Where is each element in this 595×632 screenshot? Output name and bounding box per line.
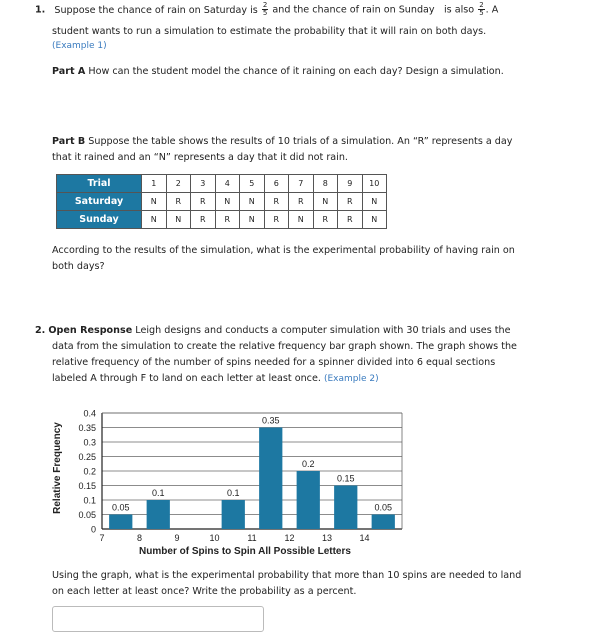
simulation-table [56,174,387,229]
q1-number: 1. [35,4,46,16]
saturday-cell: R [338,193,363,211]
q2-question-1: Using the graph, what is the experimental probability that more than 10 spins are needed to land [52,570,522,581]
q2-line2: data from the simulation to create the relative frequency bar graph shown. The graph shows the [52,341,517,352]
bar-value-label: 0.05 [374,502,393,513]
q2-example-link[interactable]: (Example 2) [323,374,379,384]
saturday-cell: N [313,193,338,211]
saturday-cell: N [240,193,265,211]
part-b-line1 [52,134,512,150]
q2-text-1: Leigh designs and conducts a computer simulation with 30 trials and uses the [135,325,511,336]
bar-value-label: 0.1 [226,488,240,498]
bar-value-label: 0.15 [336,473,355,484]
saturday-cell: N [362,193,387,211]
q2-text-4: labeled A through F to land on each letter at least once. [52,373,321,384]
bar-value-label: 0.05 [111,502,130,513]
sunday-cell: R [191,211,216,229]
x-tick-label: 14 [359,533,370,543]
x-axis-label: Number of Spins to Spin All Possible Letters [139,546,351,557]
trial-cell: 6 [264,175,289,193]
bar [259,428,282,530]
header-sunday: Sunday [57,211,142,229]
q1-fraction-2: $\frac{2}{5}$ [479,1,484,17]
x-tick-label: 9 [174,533,180,543]
relative-frequency-chart [44,405,404,565]
y-tick-label: 0 [90,524,96,535]
trial-cell: 9 [338,175,363,193]
q1-fraction-1: $\frac{2}{5}$ [262,1,268,17]
x-tick-label: 7 [99,533,105,543]
bar-value-label: 0.2 [301,459,315,469]
trial-cell: 10 [362,175,387,193]
bar [109,515,132,530]
y-tick-label: 0.35 [78,423,96,433]
q2-line1 [35,323,511,339]
y-tick-label: 0.15 [78,481,96,491]
header-saturday: Saturday [57,193,142,211]
sunday-cell: R [215,211,240,229]
bar [222,500,245,529]
part-b-text-1: Suppose the table shows the results of 10 trials of a simulation. An “R” represents a day [88,136,513,147]
saturday-cell: R [166,193,191,211]
y-tick-label: 0.4 [83,408,96,419]
sunday-cell: N [240,211,265,229]
q2-number: 2. [35,325,46,336]
sunday-cell: N [142,211,167,229]
q1-text-b: and the chance of rain on Sunday [272,4,435,16]
bar [334,486,357,530]
q1-example-link[interactable]: (Example 1) [52,41,107,51]
bar [297,471,320,529]
y-tick-label: 0.3 [83,437,96,448]
sunday-cell: N [166,211,191,229]
saturday-cell: R [191,193,216,211]
trial-cell: 3 [191,175,216,193]
part-a-label: Part A [52,66,86,77]
q1-text-a: Suppose the chance of rain on Saturday is [54,4,258,16]
saturday-cell: N [215,193,240,211]
sunday-cell: R [313,211,338,229]
table-row-sunday [57,211,387,229]
table-row-trial [57,175,387,193]
x-tick-label: 13 [321,533,333,543]
saturday-cell: N [142,193,167,211]
q1-intro-tail [444,2,498,19]
table-row-saturday [57,193,387,211]
trial-cell: 2 [166,175,191,193]
trial-cell: 4 [215,175,240,193]
bar [147,500,170,529]
answer-input-box[interactable] [52,606,264,632]
y-axis-label: Relative Frequency [52,422,63,514]
trial-cell: 8 [313,175,338,193]
header-trial: Trial [57,175,142,193]
part-b-label: Part B [52,136,86,147]
bar [372,515,395,530]
bar-value-label: 0.35 [261,415,280,426]
x-tick-label: 11 [247,533,257,543]
q1-line2: student wants to run a simulation to estimate the probability that it will rain on both days. [52,26,487,37]
saturday-cell: R [289,193,314,211]
bar-value-label: 0.1 [151,488,165,498]
part-b-question-2: both days? [52,261,105,272]
saturday-cell: R [264,193,289,211]
x-tick-label: 10 [209,533,220,543]
sunday-cell: R [338,211,363,229]
q2-line3: relative frequency of the number of spins needed for a spinner divided into 6 equal sections [52,357,496,368]
q1-text-d: . A [485,4,499,16]
part-b-question-1: According to the results of the simulation, what is the experimental probability of having rain on [52,245,515,256]
part-a [52,64,504,80]
x-tick-label: 8 [136,533,143,543]
y-tick-label: 0.2 [83,466,96,477]
y-tick-label: 0.1 [83,495,96,506]
q2-label: Open Response [48,325,133,336]
trial-cell: 5 [240,175,265,193]
trial-cell: 7 [289,175,314,193]
y-tick-label: 0.05 [78,510,96,520]
part-a-text: How can the student model the chance of it raining on each day? Design a simulation. [88,66,504,77]
part-b-line2: that it rained and an “N” represents a day that it did not rain. [52,152,348,163]
sunday-cell: N [289,211,314,229]
sunday-cell: N [362,211,387,229]
x-tick-label: 12 [284,533,295,543]
trial-cell: 1 [142,175,167,193]
sunday-cell: R [264,211,289,229]
q1-text-c: is also [444,4,475,16]
q2-line4 [52,371,379,387]
q2-question-2: on each letter at least once? Write the probability as a percent. [52,586,357,597]
y-tick-label: 0.25 [78,452,96,462]
